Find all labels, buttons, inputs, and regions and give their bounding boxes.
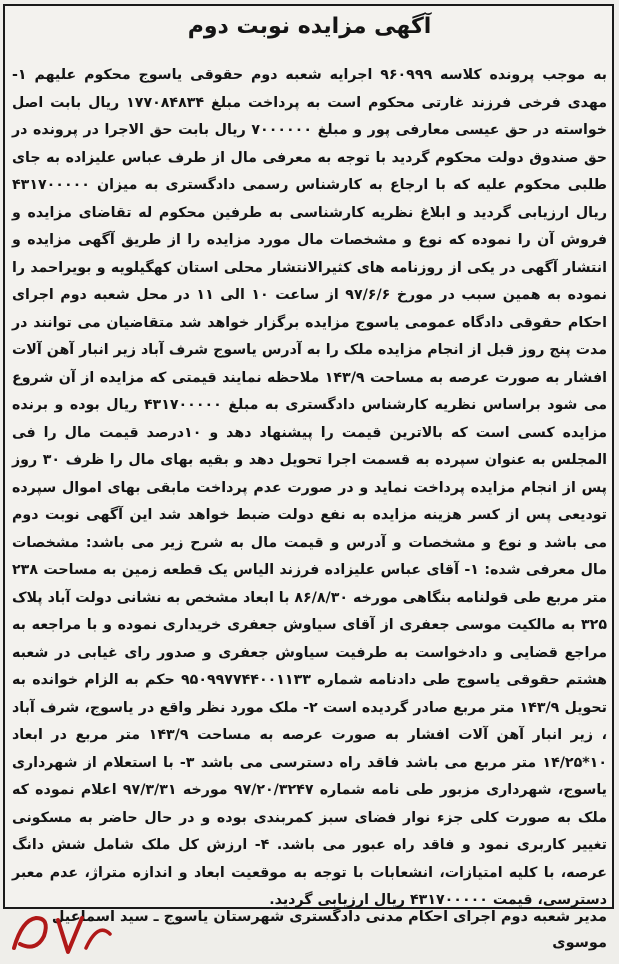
notice-body: به موجب پرونده کلاسه ۹۶۰۹۹۹ اجرایه شعبه دوم حقوقی یاسوج محکوم علیهم ۱- مهدی فرخی فرزند غارتی محکوم است به پرداخت مبلغ ۱۷۷۰۸۴۸۳۴ ریال بابت اصل خواسته در حق عیسی معارفی پور و مبلغ ۷۰۰۰۰۰۰ ریال بابت حق الاجرا در پرونده در حق صندوق دولت محکوم گردید با توجه به معرفی مال از طرف عباس علیزاده به جای طلبی محکوم علیه که با ارجاع به کارشناس رسمی دادگستری به میزان ۴۳۱۷۰۰۰۰۰ ریال ارزیابی گردید و ابلاغ نظریه کارشناسی به طرفین محکوم له تقاضای مزایده و فروش آن را نموده که نوع و مشخصات مال مورد مزایده را از طریق آگهی مزایده و انتشار آگهی در یکی از روزنامه های کثیرالانتشار محلی استان کهگیلویه و بویراحمد را نموده به همین سبب در مورخ ۹۷/۶/۶ از ساعت ۱۰ الی ۱۱ در محل شعبه دوم اجرای احکام حقوقی دادگاه عمومی یاسوج مزایده برگزار خواهد شد متقاضیان می توانند در مدت پنج روز قبل از انجام مزایده ملک را به آدرس یاسوج شرف آباد زیر انبار آهن آلات افشار به صورت عرصه به مساحت ۱۴۳/۹ ملاحظه نمایند قیمتی که مزایده از آن شروع می شود براساس نظریه کارشناس دادگستری به مبلغ ۴۳۱۷۰۰۰۰۰ ریال بوده و برنده مزایده کسی است که بالاترین قیمت را پیشنهاد دهد و ۱۰درصد قیمت مال را فی المجلس به عنوان سپرده به قسمت اجرا تحویل دهد و بقیه بهای مال را ظرف ۳۰ روز پس از انجام مزایده پرداخت نماید و در صورت عدم پرداخت مابقی بهای اموال سپرده تودیعی پس از کسر هزینه مزایده به نفع دولت ضبط خواهد شد این آگهی نوبت دوم می باشد و نوع و مشخصات و آدرس و قیمت مال به شرح زیر می باشد: مشخصات مال معرفی شده: ۱- آقای عباس علیزاده فرزند الیاس یک قطعه زمین به مساحت ۲۳۸ متر مربع طی قولنامه بنگاهی مورخه ۸۶/۸/۳۰ با ابعاد مشخص به نشانی دولت آباد پلاک ۳۲۵ به مالکیت موسی جعفری از آقای سیاوش جعفری خریداری نموده و با مراجعه به مراجع قضایی و دادخواست به طرفیت سیاوش جعفری و صدور رای غیابی در شعبه هشتم حقوقی یاسوج طی دادنامه شماره ۹۵۰۹۹۷۷۴۴۰۰۱۱۳۳ حکم به الزام خوانده به تحویل ۱۴۳/۹ متر مربع صادر گردیده است ۲- ملک مورد نظر واقع در یاسوج، شرف آباد ، زیر انبار آهن آلات افشار به صورت عرصه به مساحت ۱۴۳/۹ متر مربع در ابعاد ۱۰*۱۴/۲۵ متر مربع می باشد فاقد راه دسترسی می باشد ۳- با استعلام از شهرداری یاسوج، شهرداری مزبور طی نامه شماره ۹۷/۲۰/۳۲۴۷ مورخه ۹۷/۳/۳۱ اعلام نموده که ملک به صورت کلی جزء نوار فضای سبز کمربندی بوده و در حال حاضر به مسکونی تغییر کاربری نمود و فاقد راه عبور می باشد. ۴- ارزش کل ملک شامل شش دانگ عرصه، با کلیه امتیازات، انشعابات با توجه به موقعیت ابعاد و اندازه متراژ، عدم معبر دسترسی، قیمت ۴۳۱۷۰۰۰۰۰ ریال ارزیابی گردید. bbox=[12, 67, 608, 908]
notice-signature: مدیر شعبه دوم اجرای احکام مدنی دادگستری شهرستان یاسوج ـ سید اسماعیل موسوی bbox=[51, 909, 607, 951]
handwritten-number-mark bbox=[6, 908, 116, 958]
notice-title: آگهی مزایده نوبت دوم bbox=[187, 14, 432, 39]
